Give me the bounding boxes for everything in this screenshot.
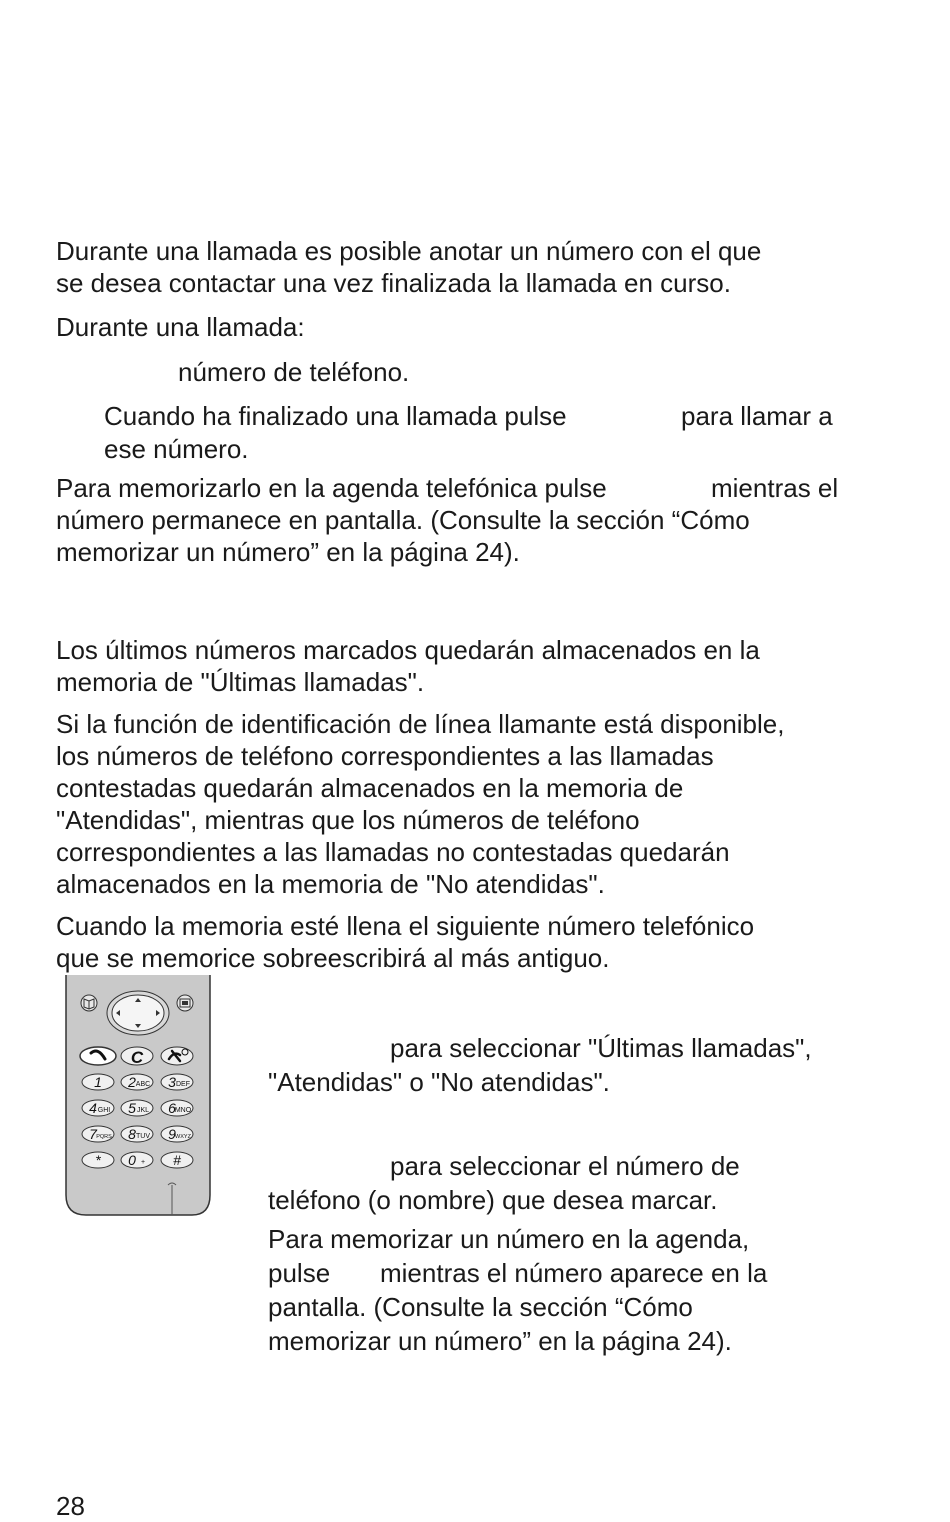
step-end-call-1b: para llamar a: [681, 401, 833, 431]
menu-key-icon: [177, 995, 193, 1011]
intro-line-1: Durante una llamada es posible anotar un número con el que: [56, 236, 762, 266]
during-call-label: Durante una llamada:: [56, 312, 305, 342]
key-letters: MNO: [174, 1107, 192, 1114]
navigation-key-icon: [107, 991, 169, 1035]
step-store-3: pantalla. (Consulte la sección “Cómo: [268, 1292, 693, 1322]
step-select-number: para seleccionar el número de: [390, 1151, 740, 1181]
step-select-list-2: "Atendidas" o "No atendidas".: [268, 1067, 610, 1097]
key-letters: JKL: [136, 1107, 150, 1114]
key-letters: TUV: [136, 1133, 150, 1140]
key-digit: 8: [128, 1126, 136, 1142]
keypad-key-8: [121, 1126, 153, 1142]
key-digit: 3: [168, 1074, 176, 1090]
memo-line-2: número permanece en pantalla. (Consulte la sección “Cómo: [56, 505, 750, 535]
key-digit: 1: [94, 1074, 102, 1090]
intro-line-2: se desea contactar una vez finalizada la llamada en curso.: [56, 268, 731, 298]
recent-line-1: Los últimos números marcados quedarán almacenados en la: [56, 635, 760, 665]
memory-full-line-2: que se memorice sobreescribirá al más antiguo.: [56, 943, 610, 973]
key-digit: 4: [89, 1100, 97, 1116]
key-letters: DEF: [176, 1081, 190, 1088]
keypad-key-5: [121, 1100, 153, 1116]
step-store-1: Para memorizar un número en la agenda,: [268, 1224, 750, 1254]
keypad-key-7: [82, 1126, 114, 1142]
step-select-list: para seleccionar "Últimas llamadas",: [390, 1033, 812, 1063]
caller-id-line-4: "Atendidas", mientras que los números de teléfono: [56, 805, 640, 835]
caller-id-line-3: contestadas quedarán almacenados en la memoria de: [56, 773, 684, 803]
step-phone-number: número de teléfono.: [178, 357, 410, 387]
keypad-key-2: [121, 1074, 153, 1090]
step-store-4: memorizar un número” en la página 24).: [268, 1326, 732, 1356]
phonebook-key-icon: [81, 995, 97, 1011]
caller-id-line-6: almacenados en la memoria de "No atendidas".: [56, 869, 605, 899]
keypad-key-4: [82, 1100, 114, 1116]
key-letters: ABC: [135, 1081, 151, 1088]
recent-line-2: memoria de "Últimas llamadas".: [56, 667, 425, 697]
key-letters: GHI: [97, 1107, 111, 1114]
memory-full-line-1: Cuando la memoria esté llena el siguiente número telefónico: [56, 911, 755, 941]
step-store-2a: pulse: [268, 1258, 331, 1288]
step-end-call-2: ese número.: [104, 434, 249, 464]
memo-line-1: Para memorizarlo en la agenda telefónica pulse: [56, 473, 607, 503]
svg-text:C: C: [130, 1048, 144, 1067]
step-store-2b: mientras el número aparece en la: [380, 1258, 768, 1288]
memo-line-3: memorizar un número” en la página 24).: [56, 537, 520, 567]
caller-id-line-1: Si la función de identificación de línea llamante está disponible,: [56, 709, 785, 739]
keypad-key-6: [161, 1100, 193, 1116]
page-number: 28: [56, 1491, 85, 1521]
end-power-key-icon: [161, 1047, 193, 1065]
key-digit: 9: [168, 1126, 176, 1142]
keypad-key-hash: [161, 1152, 193, 1168]
key-digit: *: [95, 1152, 101, 1168]
key-digit: #: [173, 1152, 181, 1168]
key-digit: 0: [128, 1152, 136, 1168]
call-key-icon: [80, 1047, 116, 1065]
keypad-key-0: [121, 1152, 153, 1168]
memo-line-1b: mientras el: [711, 473, 839, 503]
key-digit: 7: [89, 1126, 97, 1142]
key-digit: 6: [168, 1100, 176, 1116]
caller-id-line-5: correspondientes a las llamadas no contestadas quedarán: [56, 837, 730, 867]
caller-id-line-2: los números de teléfono correspondientes a las llamadas: [56, 741, 714, 771]
key-letters: PQRS: [96, 1134, 112, 1140]
key-letters: +: [140, 1159, 146, 1166]
step-end-call-1: Cuando ha finalizado una llamada pulse: [104, 401, 567, 431]
keypad-key-3: [161, 1074, 193, 1090]
keypad-key-star: [82, 1152, 114, 1168]
step-select-number-2: teléfono (o nombre) que desea marcar.: [268, 1185, 718, 1215]
key-letters: WXYZ: [175, 1134, 191, 1140]
keypad-key-1: [82, 1074, 114, 1090]
keypad-key-9: [161, 1126, 193, 1142]
key-digit: 5: [128, 1100, 136, 1116]
phone-keypad-illustration: [64, 975, 214, 1220]
key-digit: 2: [128, 1074, 136, 1090]
